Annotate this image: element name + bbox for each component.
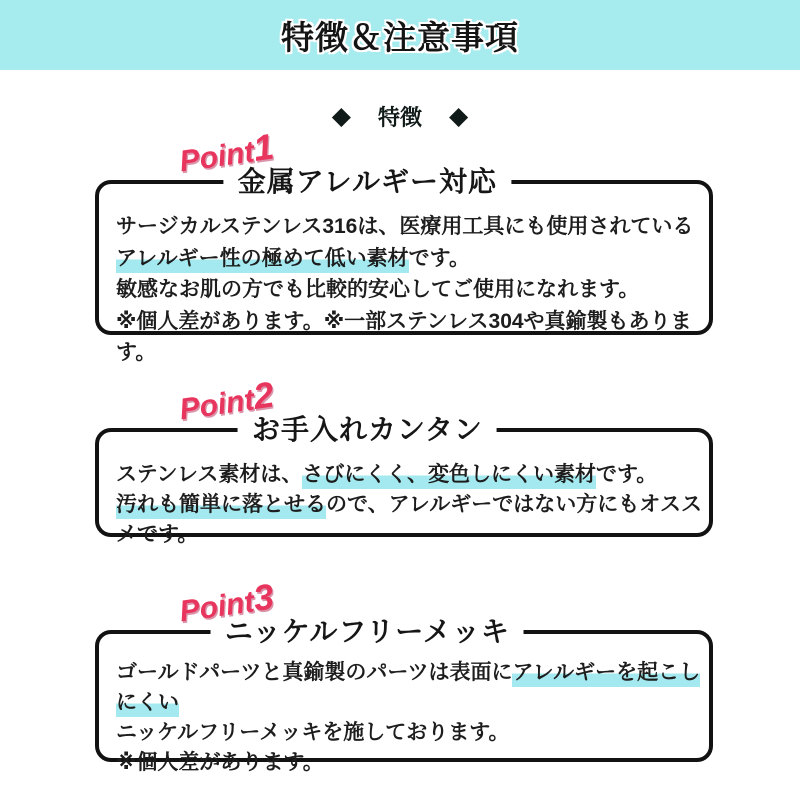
text-line — [116, 490, 709, 550]
text-segment: サージカルステンレス316は、医療用工具にも使用されている — [116, 215, 694, 238]
highlighted-text: 汚れも簡単に落とせる — [116, 493, 326, 519]
point-badge-word: Point — [177, 135, 257, 179]
text-line — [116, 718, 709, 748]
text-line — [116, 748, 709, 778]
point-section-2 — [95, 373, 713, 546]
text-segment: ので、アレルギーではない方にもオススメです。 — [116, 493, 703, 546]
highlighted-text: さびにくく、変色しにくい素材 — [302, 463, 596, 489]
diamond-icon: ◆ — [331, 102, 351, 130]
text-line — [116, 211, 709, 243]
highlighted-text: アレルギー性の極めて低い素材 — [116, 247, 409, 273]
point-badge-number: 3 — [250, 575, 277, 619]
text-segment: ニッケルフリーメッキを施しております。 — [116, 721, 510, 744]
point-section-1 — [95, 125, 713, 364]
features-heading-label: 特徴 — [377, 105, 422, 130]
point-badge-word: Point — [177, 383, 257, 427]
point-2-body — [99, 432, 709, 550]
text-line — [116, 306, 709, 369]
text-line — [116, 460, 709, 490]
text-segment: ゴールドパーツと真鍮製のパーツは表面に — [116, 661, 513, 684]
point-3-body — [99, 634, 709, 778]
text-line — [116, 243, 709, 275]
point-1-box — [95, 166, 713, 364]
header-band — [0, 0, 800, 70]
text-segment: 敏感なお肌の方でも比較的安心してご使用になれます。 — [116, 278, 640, 301]
point-badge-number: 2 — [250, 373, 277, 417]
point-badge-word: Point — [177, 585, 257, 629]
point-1-body — [99, 184, 709, 369]
text-segment: ※個人差があります。 — [116, 751, 324, 774]
text-segment: です。 — [408, 246, 470, 270]
diamond-icon: ◆ — [449, 102, 469, 130]
text-line — [116, 274, 709, 306]
features-section-heading — [0, 101, 800, 132]
point-1-title: 金属アレルギー対応 — [224, 160, 511, 200]
point-section-3 — [95, 575, 713, 774]
text-segment: ステンレス素材は、 — [116, 463, 303, 486]
point-2-title: お手入れカンタン — [238, 408, 497, 448]
point-3-title: ニッケルフリーメッキ — [211, 610, 524, 650]
text-segment: ※個人差があります。※一部ステンレス304や真鍮製もあります。 — [116, 309, 692, 364]
point-badge-number: 1 — [250, 125, 277, 169]
highlighted-text: アレルギーを起こしにくい — [116, 661, 700, 717]
point-2-box — [95, 414, 713, 546]
text-line — [116, 658, 709, 718]
page-title: 特徴＆注意事項 — [281, 18, 519, 56]
text-segment: です。 — [595, 463, 658, 486]
point-3-box — [95, 616, 713, 774]
